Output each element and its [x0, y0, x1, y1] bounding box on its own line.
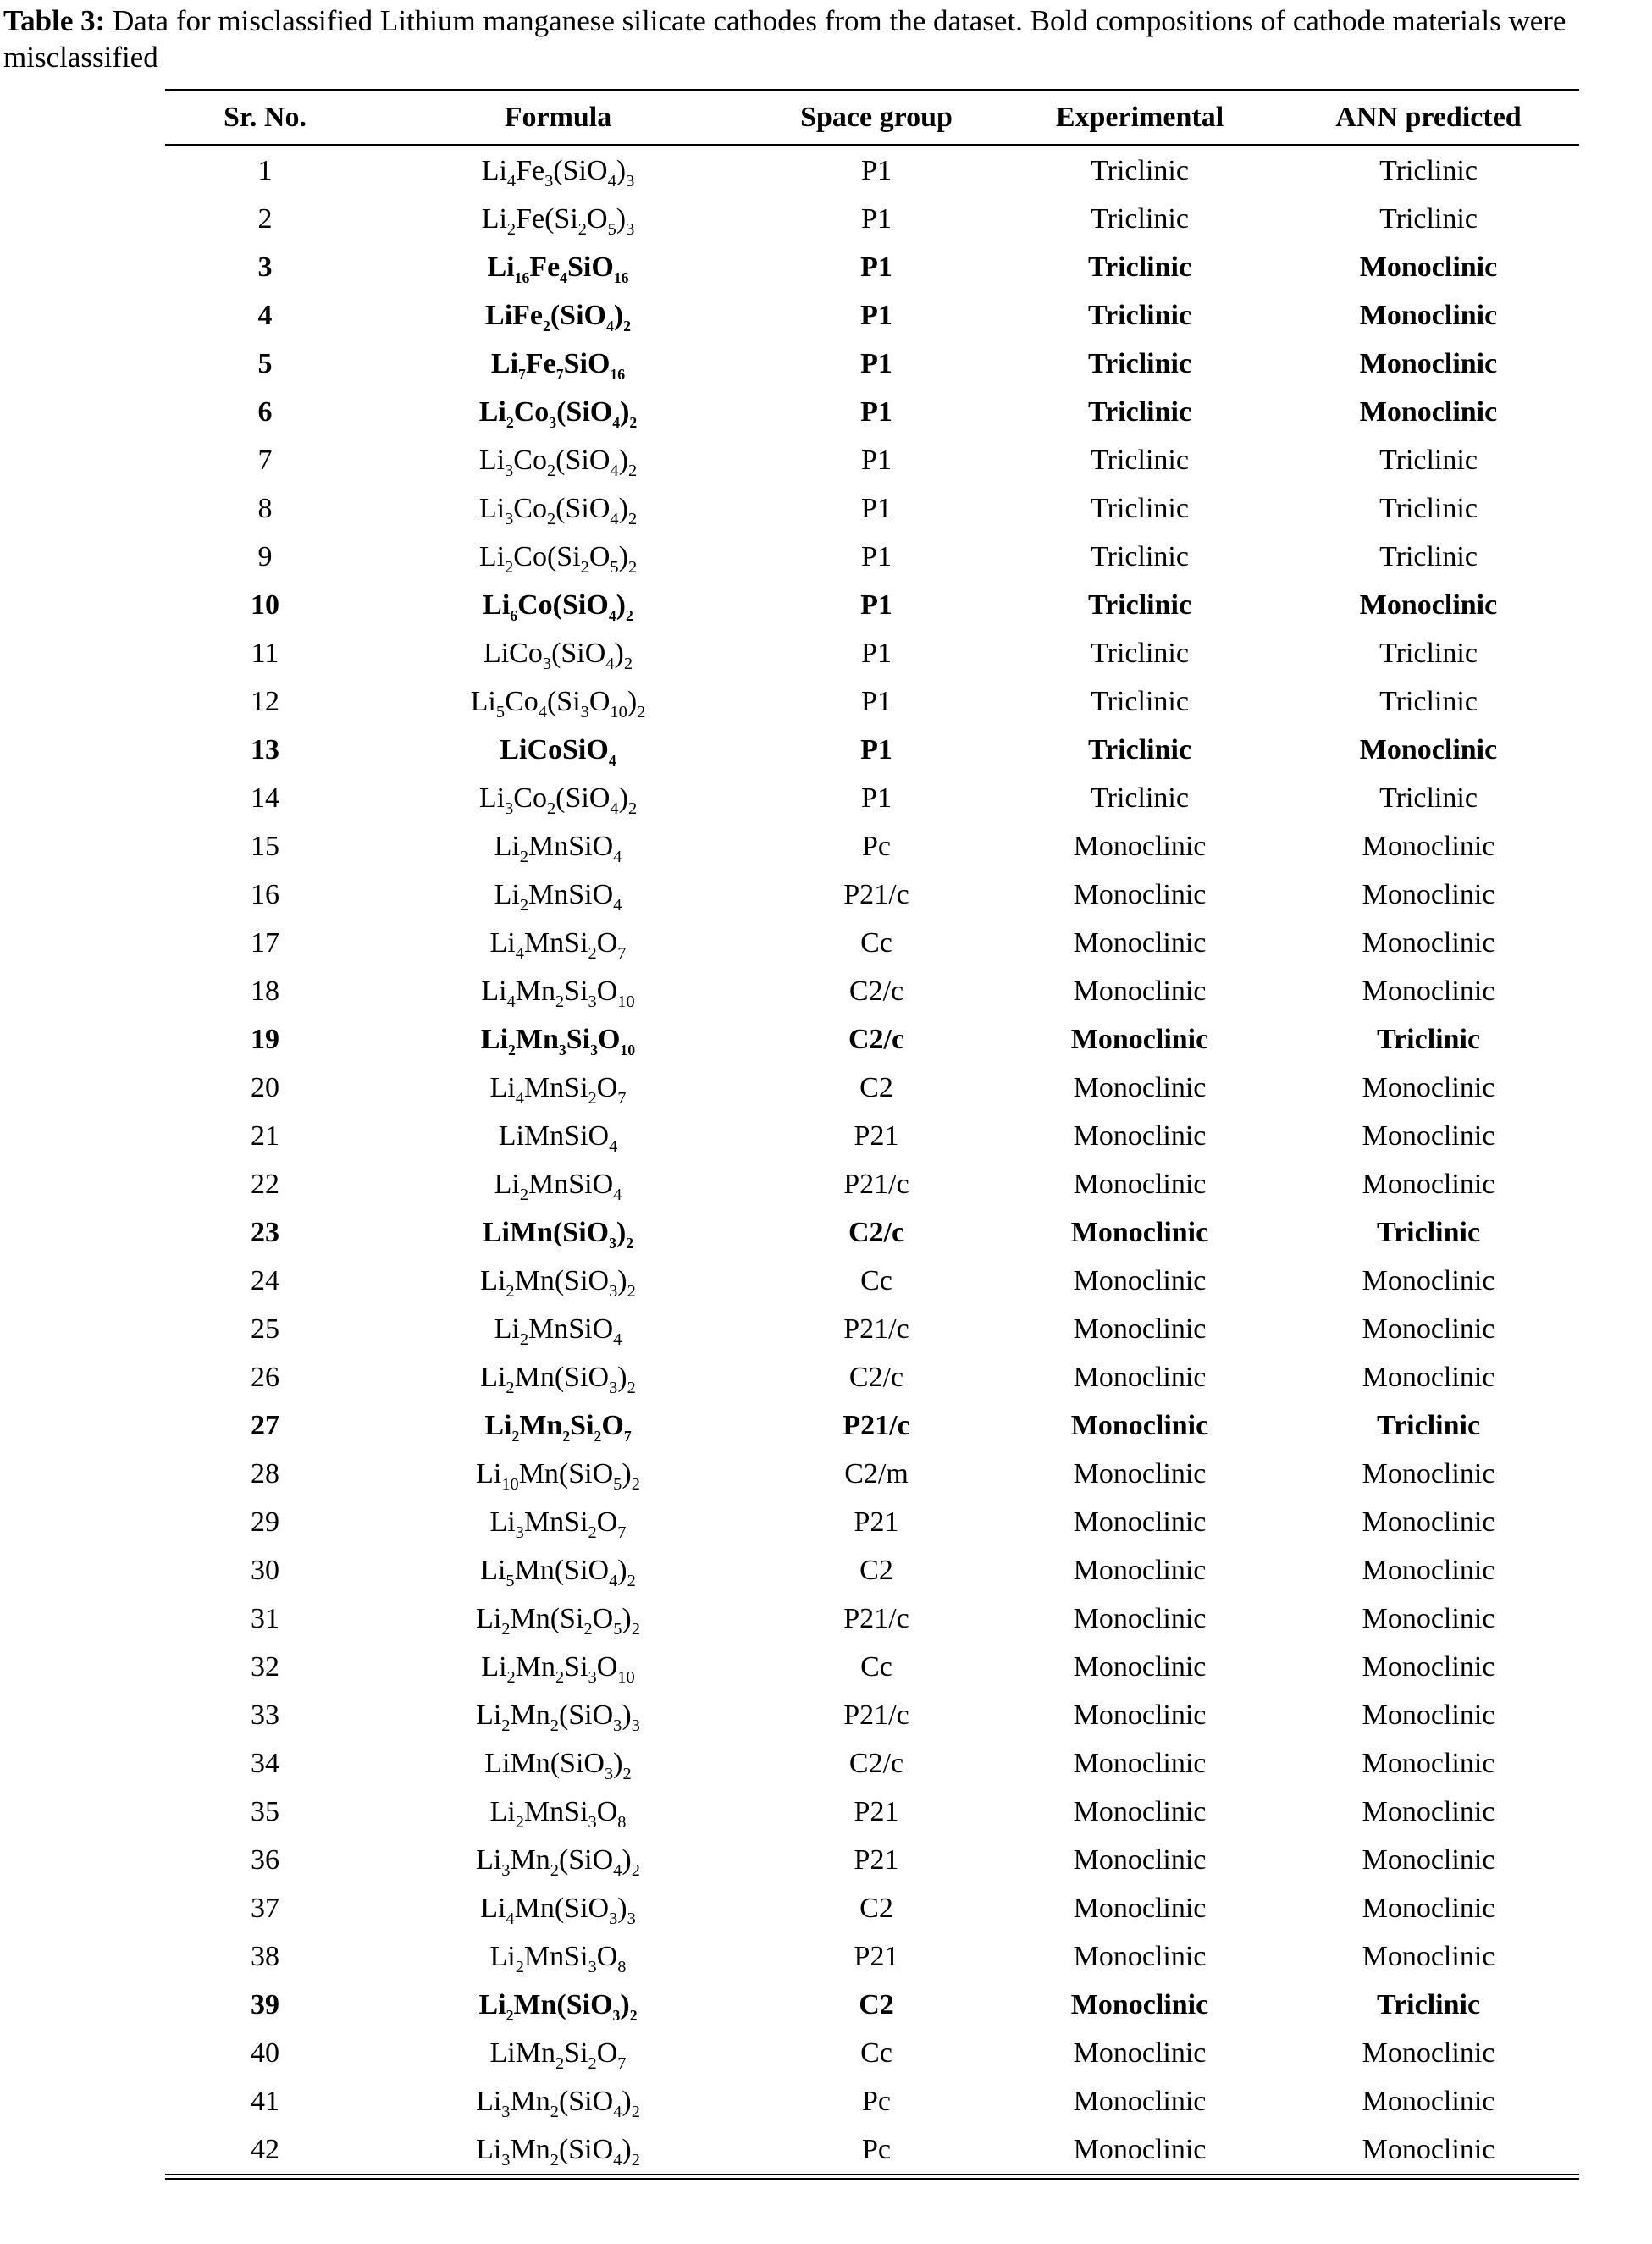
cell-formula: $Li_2Co(Si_2O_5)_2$ — [478, 540, 638, 577]
table-row — [165, 1257, 1579, 1305]
cell-ann-predicted: Monoclinic — [1359, 347, 1498, 379]
cell-ann-predicted: Monoclinic — [1362, 975, 1495, 1007]
cell-experimental: Triclinic — [1091, 540, 1189, 572]
cell-ann-predicted: Monoclinic — [1359, 299, 1498, 331]
cell-experimental: Monoclinic — [1073, 1650, 1207, 1683]
cell-experimental: Monoclinic — [1073, 1699, 1207, 1731]
cell-formula: $Li_2MnSiO_4$ — [494, 1168, 622, 1204]
cell-space-group: P21 — [854, 1119, 899, 1152]
cell-sr-no: 28 — [251, 1457, 279, 1490]
cell-ann-predicted: Monoclinic — [1359, 589, 1498, 621]
cell-space-group: C2/c — [848, 1023, 905, 1055]
cell-formula: $Li_{16}Fe_4SiO_{16}$ — [487, 251, 629, 286]
cell-formula: $Li_5Mn(SiO_4)_2$ — [480, 1554, 636, 1590]
cell-space-group: Pc — [862, 830, 891, 862]
header-sr-no: Sr. No. — [224, 102, 307, 134]
cell-space-group: P1 — [860, 251, 892, 283]
cell-formula: $Li_4MnSi_2O_7$ — [489, 926, 627, 963]
table-row — [165, 1450, 1579, 1498]
cell-space-group: Pc — [862, 2085, 891, 2117]
cell-formula: $LiMn_2Si_2O_7$ — [489, 2037, 627, 2073]
cell-sr-no: 4 — [257, 299, 273, 331]
table-row — [165, 1353, 1579, 1401]
cell-ann-predicted: Triclinic — [1379, 202, 1478, 235]
cell-sr-no: 39 — [251, 1988, 279, 2020]
cell-ann-predicted: Triclinic — [1379, 492, 1478, 524]
table-caption-text: Data for misclassified Lithium manganese silicate cathodes from the dataset. Bold compositions of cathode materials were misclassified — [3, 4, 1566, 74]
cell-space-group: C2 — [859, 1988, 894, 2020]
cell-experimental: Monoclinic — [1073, 1168, 1207, 1200]
cell-ann-predicted: Monoclinic — [1362, 1650, 1495, 1683]
cell-sr-no: 23 — [251, 1216, 279, 1248]
cell-space-group: C2 — [859, 1554, 893, 1586]
cell-experimental: Monoclinic — [1073, 2133, 1207, 2165]
cell-ann-predicted: Triclinic — [1379, 444, 1478, 476]
cell-formula: $LiCo_3(SiO_4)_2$ — [483, 637, 633, 673]
cell-experimental: Triclinic — [1087, 299, 1192, 331]
table-row — [165, 243, 1579, 291]
cell-space-group: P1 — [861, 444, 892, 476]
table-row — [165, 726, 1579, 774]
cell-sr-no: 21 — [251, 1119, 279, 1152]
table-row — [165, 967, 1579, 1015]
table-row — [165, 1015, 1579, 1064]
cell-experimental: Monoclinic — [1073, 975, 1207, 1007]
cell-ann-predicted: Triclinic — [1379, 154, 1478, 186]
cell-ann-predicted: Monoclinic — [1362, 1168, 1495, 1200]
cell-sr-no: 13 — [251, 733, 279, 766]
cell-experimental: Triclinic — [1091, 154, 1189, 186]
table-row — [165, 2077, 1579, 2125]
cell-ann-predicted: Monoclinic — [1362, 1747, 1495, 1779]
cell-experimental: Monoclinic — [1073, 878, 1207, 910]
cell-ann-predicted: Triclinic — [1376, 1023, 1481, 1055]
table-row — [165, 195, 1579, 243]
cell-formula: $Li_3MnSi_2O_7$ — [489, 1506, 627, 1542]
cell-ann-predicted: Monoclinic — [1362, 1119, 1495, 1152]
cell-sr-no: 31 — [251, 1602, 279, 1634]
cell-experimental: Monoclinic — [1073, 1602, 1207, 1634]
header-experimental: Experimental — [1055, 102, 1224, 134]
cell-space-group: P21/c — [843, 1409, 910, 1441]
cell-sr-no: 11 — [251, 637, 279, 669]
cell-experimental: Monoclinic — [1073, 1843, 1207, 1876]
cell-space-group: P21/c — [843, 1168, 909, 1200]
cell-ann-predicted: Monoclinic — [1362, 1602, 1495, 1634]
cell-space-group: P21/c — [843, 878, 909, 910]
cell-ann-predicted: Triclinic — [1379, 685, 1478, 717]
table-row — [165, 291, 1579, 340]
cell-formula: $Li_2MnSiO_4$ — [494, 830, 622, 866]
table-row — [165, 1112, 1579, 1160]
cell-sr-no: 15 — [251, 830, 279, 862]
table-caption — [0, 0, 1652, 75]
cell-ann-predicted: Monoclinic — [1359, 251, 1498, 283]
cell-experimental: Monoclinic — [1073, 1361, 1207, 1393]
cell-ann-predicted: Monoclinic — [1362, 1457, 1495, 1490]
cell-formula: $Li_4Fe_3(SiO_4)_3$ — [481, 154, 635, 191]
cell-experimental: Monoclinic — [1073, 1892, 1207, 1924]
table-row — [165, 1498, 1579, 1546]
cell-formula: $Li_2Mn(SiO_3)_2$ — [478, 1988, 638, 2024]
cell-formula: $LiMn(SiO_3)_2$ — [482, 1216, 634, 1252]
cell-formula: $Li_2MnSi_3O_8$ — [489, 1795, 627, 1832]
cell-ann-predicted: Monoclinic — [1362, 878, 1495, 910]
cell-formula: $Li_4Mn(SiO_3)_3$ — [480, 1892, 636, 1928]
cell-experimental: Monoclinic — [1073, 1506, 1207, 1538]
cell-sr-no: 37 — [251, 1892, 279, 1924]
cell-space-group: C2/c — [848, 975, 904, 1007]
cell-experimental: Triclinic — [1091, 782, 1189, 814]
cell-formula: $Li_2Mn(SiO_3)_2$ — [480, 1264, 636, 1301]
cell-experimental: Triclinic — [1087, 395, 1192, 428]
cell-space-group: C2/m — [844, 1457, 909, 1490]
cell-space-group: P1 — [860, 395, 892, 428]
cell-formula: $Li_4MnSi_2O_7$ — [489, 1071, 627, 1108]
table-row — [165, 1546, 1579, 1595]
table-body — [165, 146, 1579, 2177]
cell-sr-no: 9 — [257, 540, 273, 572]
table-row — [165, 1836, 1579, 1884]
table-row — [165, 2125, 1579, 2177]
cell-experimental: Monoclinic — [1070, 1988, 1209, 2020]
cell-space-group: P21 — [854, 1506, 899, 1538]
cell-ann-predicted: Triclinic — [1379, 782, 1478, 814]
cell-formula: $Li_2Mn(SiO_3)_2$ — [480, 1361, 636, 1397]
cell-experimental: Triclinic — [1091, 202, 1189, 235]
cell-ann-predicted: Triclinic — [1379, 637, 1478, 669]
cell-space-group: P21/c — [843, 1313, 909, 1345]
cell-sr-no: 34 — [251, 1747, 279, 1779]
cell-ann-predicted: Monoclinic — [1362, 926, 1495, 959]
cell-space-group: P1 — [861, 154, 892, 186]
cell-formula: $Li_3Mn_2(SiO_4)_2$ — [476, 2133, 640, 2169]
cell-ann-predicted: Monoclinic — [1362, 2037, 1495, 2069]
cell-ann-predicted: Monoclinic — [1362, 2133, 1495, 2165]
cell-sr-no: 16 — [251, 878, 279, 910]
cell-formula: $Li_3Co_2(SiO_4)_2$ — [478, 444, 638, 480]
cell-sr-no: 36 — [251, 1843, 279, 1876]
cell-space-group: P1 — [861, 492, 892, 524]
cell-formula: $Li_2Fe(Si_2O_5)_3$ — [481, 202, 635, 239]
table-row — [165, 146, 1579, 196]
cell-experimental: Monoclinic — [1073, 1457, 1207, 1490]
cell-sr-no: 14 — [251, 782, 279, 814]
table-header-row — [165, 91, 1579, 146]
table-row — [165, 871, 1579, 919]
cell-space-group: P1 — [860, 347, 892, 379]
header-formula: Formula — [504, 102, 612, 134]
cell-formula: $Li_2MnSi_3O_8$ — [489, 1940, 627, 1976]
cell-formula: $Li_6Co(SiO_4)_2$ — [483, 589, 633, 624]
cell-formula: $Li_2MnSiO_4$ — [494, 1313, 622, 1349]
table-row — [165, 1643, 1579, 1691]
cell-formula: $Li_2Mn_2Si_2O_7$ — [484, 1409, 632, 1445]
cell-formula: $Li_2Mn_3Si_3O_{10}$ — [480, 1023, 636, 1058]
table-row — [165, 1981, 1579, 2029]
cell-formula: $Li_2Mn(Si_2O_5)_2$ — [476, 1602, 640, 1639]
cell-sr-no: 41 — [251, 2085, 279, 2117]
cell-space-group: P21/c — [843, 1602, 909, 1634]
table-row — [165, 340, 1579, 388]
cell-ann-predicted: Monoclinic — [1362, 1940, 1495, 1972]
table-header — [165, 91, 1579, 146]
cell-formula: $Li_3Mn_2(SiO_4)_2$ — [476, 2085, 640, 2121]
cell-sr-no: 3 — [257, 251, 273, 283]
cell-ann-predicted: Monoclinic — [1362, 1071, 1495, 1103]
cell-experimental: Triclinic — [1091, 637, 1189, 669]
cell-sr-no: 10 — [251, 589, 279, 621]
cell-sr-no: 42 — [251, 2133, 279, 2165]
cell-sr-no: 35 — [251, 1795, 279, 1827]
cell-ann-predicted: Triclinic — [1376, 1409, 1481, 1441]
cell-experimental: Triclinic — [1087, 589, 1192, 621]
cell-space-group: C2 — [859, 1892, 893, 1924]
cell-formula: LiCoSiO$_4$ — [500, 733, 616, 769]
cell-experimental: Triclinic — [1091, 492, 1189, 524]
cell-ann-predicted: Monoclinic — [1362, 830, 1495, 862]
cell-sr-no: 19 — [251, 1023, 279, 1055]
cell-experimental: Monoclinic — [1073, 1313, 1207, 1345]
cell-ann-predicted: Triclinic — [1376, 1216, 1481, 1248]
cell-space-group: Pc — [862, 2133, 891, 2165]
table-row — [165, 629, 1579, 677]
header-space-group: Space group — [800, 102, 953, 134]
cell-space-group: P21/c — [843, 1699, 909, 1731]
table-row — [165, 533, 1579, 581]
table-row — [165, 919, 1579, 967]
table-row — [165, 1305, 1579, 1353]
cell-space-group: C2/c — [848, 1747, 904, 1779]
table-row — [165, 2029, 1579, 2077]
table-row — [165, 1739, 1579, 1788]
cell-ann-predicted: Monoclinic — [1362, 1699, 1495, 1731]
table-row — [165, 774, 1579, 822]
cell-sr-no: 5 — [257, 347, 273, 379]
cell-formula: $Li_3Co_2(SiO_4)_2$ — [478, 782, 638, 818]
header-ann-predicted: ANN predicted — [1335, 102, 1522, 134]
cell-space-group: C2/c — [848, 1216, 905, 1248]
cell-space-group: P1 — [861, 540, 892, 572]
cell-ann-predicted: Triclinic — [1379, 540, 1478, 572]
cell-ann-predicted: Monoclinic — [1359, 395, 1498, 428]
table-row — [165, 581, 1579, 629]
cell-formula: $LiFe_2(SiO_4)_2$ — [485, 299, 631, 334]
table-row — [165, 1595, 1579, 1643]
table-row — [165, 1932, 1579, 1981]
cell-sr-no: 27 — [251, 1409, 279, 1441]
cell-experimental: Monoclinic — [1070, 1409, 1209, 1441]
cell-sr-no: 22 — [251, 1168, 279, 1200]
cell-sr-no: 8 — [257, 492, 273, 524]
cell-sr-no: 29 — [251, 1506, 279, 1538]
cell-ann-predicted: Monoclinic — [1362, 1892, 1495, 1924]
cell-ann-predicted: Monoclinic — [1362, 1843, 1495, 1876]
cell-space-group: Cc — [860, 1264, 892, 1296]
cell-ann-predicted: Triclinic — [1376, 1988, 1481, 2020]
cell-experimental: Monoclinic — [1073, 1264, 1207, 1296]
cell-sr-no: 38 — [251, 1940, 279, 1972]
cell-formula: $LiMn(SiO_3)_2$ — [484, 1747, 632, 1783]
cell-space-group: Cc — [860, 926, 892, 959]
cell-ann-predicted: Monoclinic — [1362, 1554, 1495, 1586]
table-row — [165, 1208, 1579, 1257]
cell-experimental: Monoclinic — [1073, 830, 1207, 862]
table-row — [165, 1788, 1579, 1836]
cell-sr-no: 12 — [251, 685, 279, 717]
cell-ann-predicted: Monoclinic — [1359, 733, 1498, 766]
table-caption-label: Table 3: — [3, 4, 106, 37]
cell-sr-no: 24 — [251, 1264, 279, 1296]
cell-formula: $Li_2Mn_2(SiO_3)_3$ — [476, 1699, 640, 1735]
cell-formula: $Li_2Mn_2Si_3O_{10}$ — [481, 1650, 635, 1687]
cell-space-group: P21 — [854, 1795, 899, 1827]
cell-space-group: C2 — [859, 1071, 893, 1103]
cell-space-group: P1 — [861, 637, 892, 669]
cell-sr-no: 30 — [251, 1554, 279, 1586]
table-row — [165, 1691, 1579, 1739]
cell-space-group: P1 — [860, 299, 892, 331]
table-row — [165, 1884, 1579, 1932]
cell-sr-no: 20 — [251, 1071, 279, 1103]
table-row — [165, 677, 1579, 726]
cell-sr-no: 40 — [251, 2037, 279, 2069]
cell-formula: $Li_2MnSiO_4$ — [494, 878, 622, 915]
table-row — [165, 1160, 1579, 1208]
cell-experimental: Monoclinic — [1073, 2037, 1207, 2069]
cell-ann-predicted: Monoclinic — [1362, 2085, 1495, 2117]
cell-formula: $Li_{10}Mn(SiO_5)_2$ — [476, 1457, 640, 1494]
misclassified-cathodes-table — [165, 89, 1579, 2180]
cell-experimental: Monoclinic — [1073, 1554, 1207, 1586]
cell-ann-predicted: Monoclinic — [1362, 1313, 1495, 1345]
cell-sr-no: 26 — [251, 1361, 279, 1393]
cell-space-group: P1 — [860, 589, 892, 621]
cell-space-group: P1 — [861, 782, 892, 814]
table-row — [165, 822, 1579, 871]
cell-experimental: Monoclinic — [1073, 1071, 1207, 1103]
cell-formula: $Li_4Mn_2Si_3O_{10}$ — [481, 975, 635, 1011]
cell-experimental: Triclinic — [1087, 733, 1192, 766]
cell-experimental: Triclinic — [1087, 347, 1192, 379]
cell-space-group: P1 — [860, 733, 892, 766]
cell-formula: $Li_7Fe_7SiO_{16}$ — [490, 347, 626, 383]
table-row — [165, 484, 1579, 533]
cell-experimental: Triclinic — [1091, 685, 1189, 717]
cell-ann-predicted: Monoclinic — [1362, 1506, 1495, 1538]
cell-experimental: Triclinic — [1091, 444, 1189, 476]
cell-formula: LiMnSiO$_4$ — [498, 1119, 618, 1156]
cell-sr-no: 6 — [257, 395, 273, 428]
cell-space-group: Cc — [860, 1650, 892, 1683]
cell-experimental: Monoclinic — [1073, 2085, 1207, 2117]
cell-experimental: Monoclinic — [1073, 926, 1207, 959]
cell-space-group: P1 — [861, 202, 892, 235]
table-row — [165, 388, 1579, 436]
cell-sr-no: 2 — [257, 202, 273, 235]
cell-space-group: P1 — [861, 685, 892, 717]
cell-experimental: Triclinic — [1087, 251, 1192, 283]
cell-ann-predicted: Monoclinic — [1362, 1264, 1495, 1296]
cell-experimental: Monoclinic — [1073, 1747, 1207, 1779]
cell-ann-predicted: Monoclinic — [1362, 1361, 1495, 1393]
cell-experimental: Monoclinic — [1073, 1940, 1207, 1972]
cell-sr-no: 32 — [251, 1650, 279, 1683]
cell-sr-no: 17 — [251, 926, 279, 959]
cell-formula: $Li_2Co_3(SiO_4)_2$ — [478, 395, 638, 431]
cell-experimental: Monoclinic — [1073, 1119, 1207, 1152]
cell-space-group: P21 — [854, 1940, 899, 1972]
cell-sr-no: 33 — [251, 1699, 279, 1731]
cell-space-group: P21 — [854, 1843, 899, 1876]
cell-space-group: Cc — [860, 2037, 892, 2069]
cell-experimental: Monoclinic — [1070, 1216, 1209, 1248]
cell-formula: $Li_5Co_4(Si_3O_{10})_2$ — [470, 685, 646, 721]
cell-space-group: C2/c — [848, 1361, 904, 1393]
cell-sr-no: 18 — [251, 975, 279, 1007]
cell-ann-predicted: Monoclinic — [1362, 1795, 1495, 1827]
cell-sr-no: 1 — [257, 154, 273, 186]
cell-sr-no: 25 — [251, 1313, 279, 1345]
table-row — [165, 1401, 1579, 1450]
table-row — [165, 1064, 1579, 1112]
cell-formula: $Li_3Mn_2(SiO_4)_2$ — [476, 1843, 640, 1880]
cell-formula: $Li_3Co_2(SiO_4)_2$ — [478, 492, 638, 528]
cell-experimental: Monoclinic — [1070, 1023, 1209, 1055]
cell-experimental: Monoclinic — [1073, 1795, 1207, 1827]
table-row — [165, 436, 1579, 484]
cell-sr-no: 7 — [257, 444, 273, 476]
